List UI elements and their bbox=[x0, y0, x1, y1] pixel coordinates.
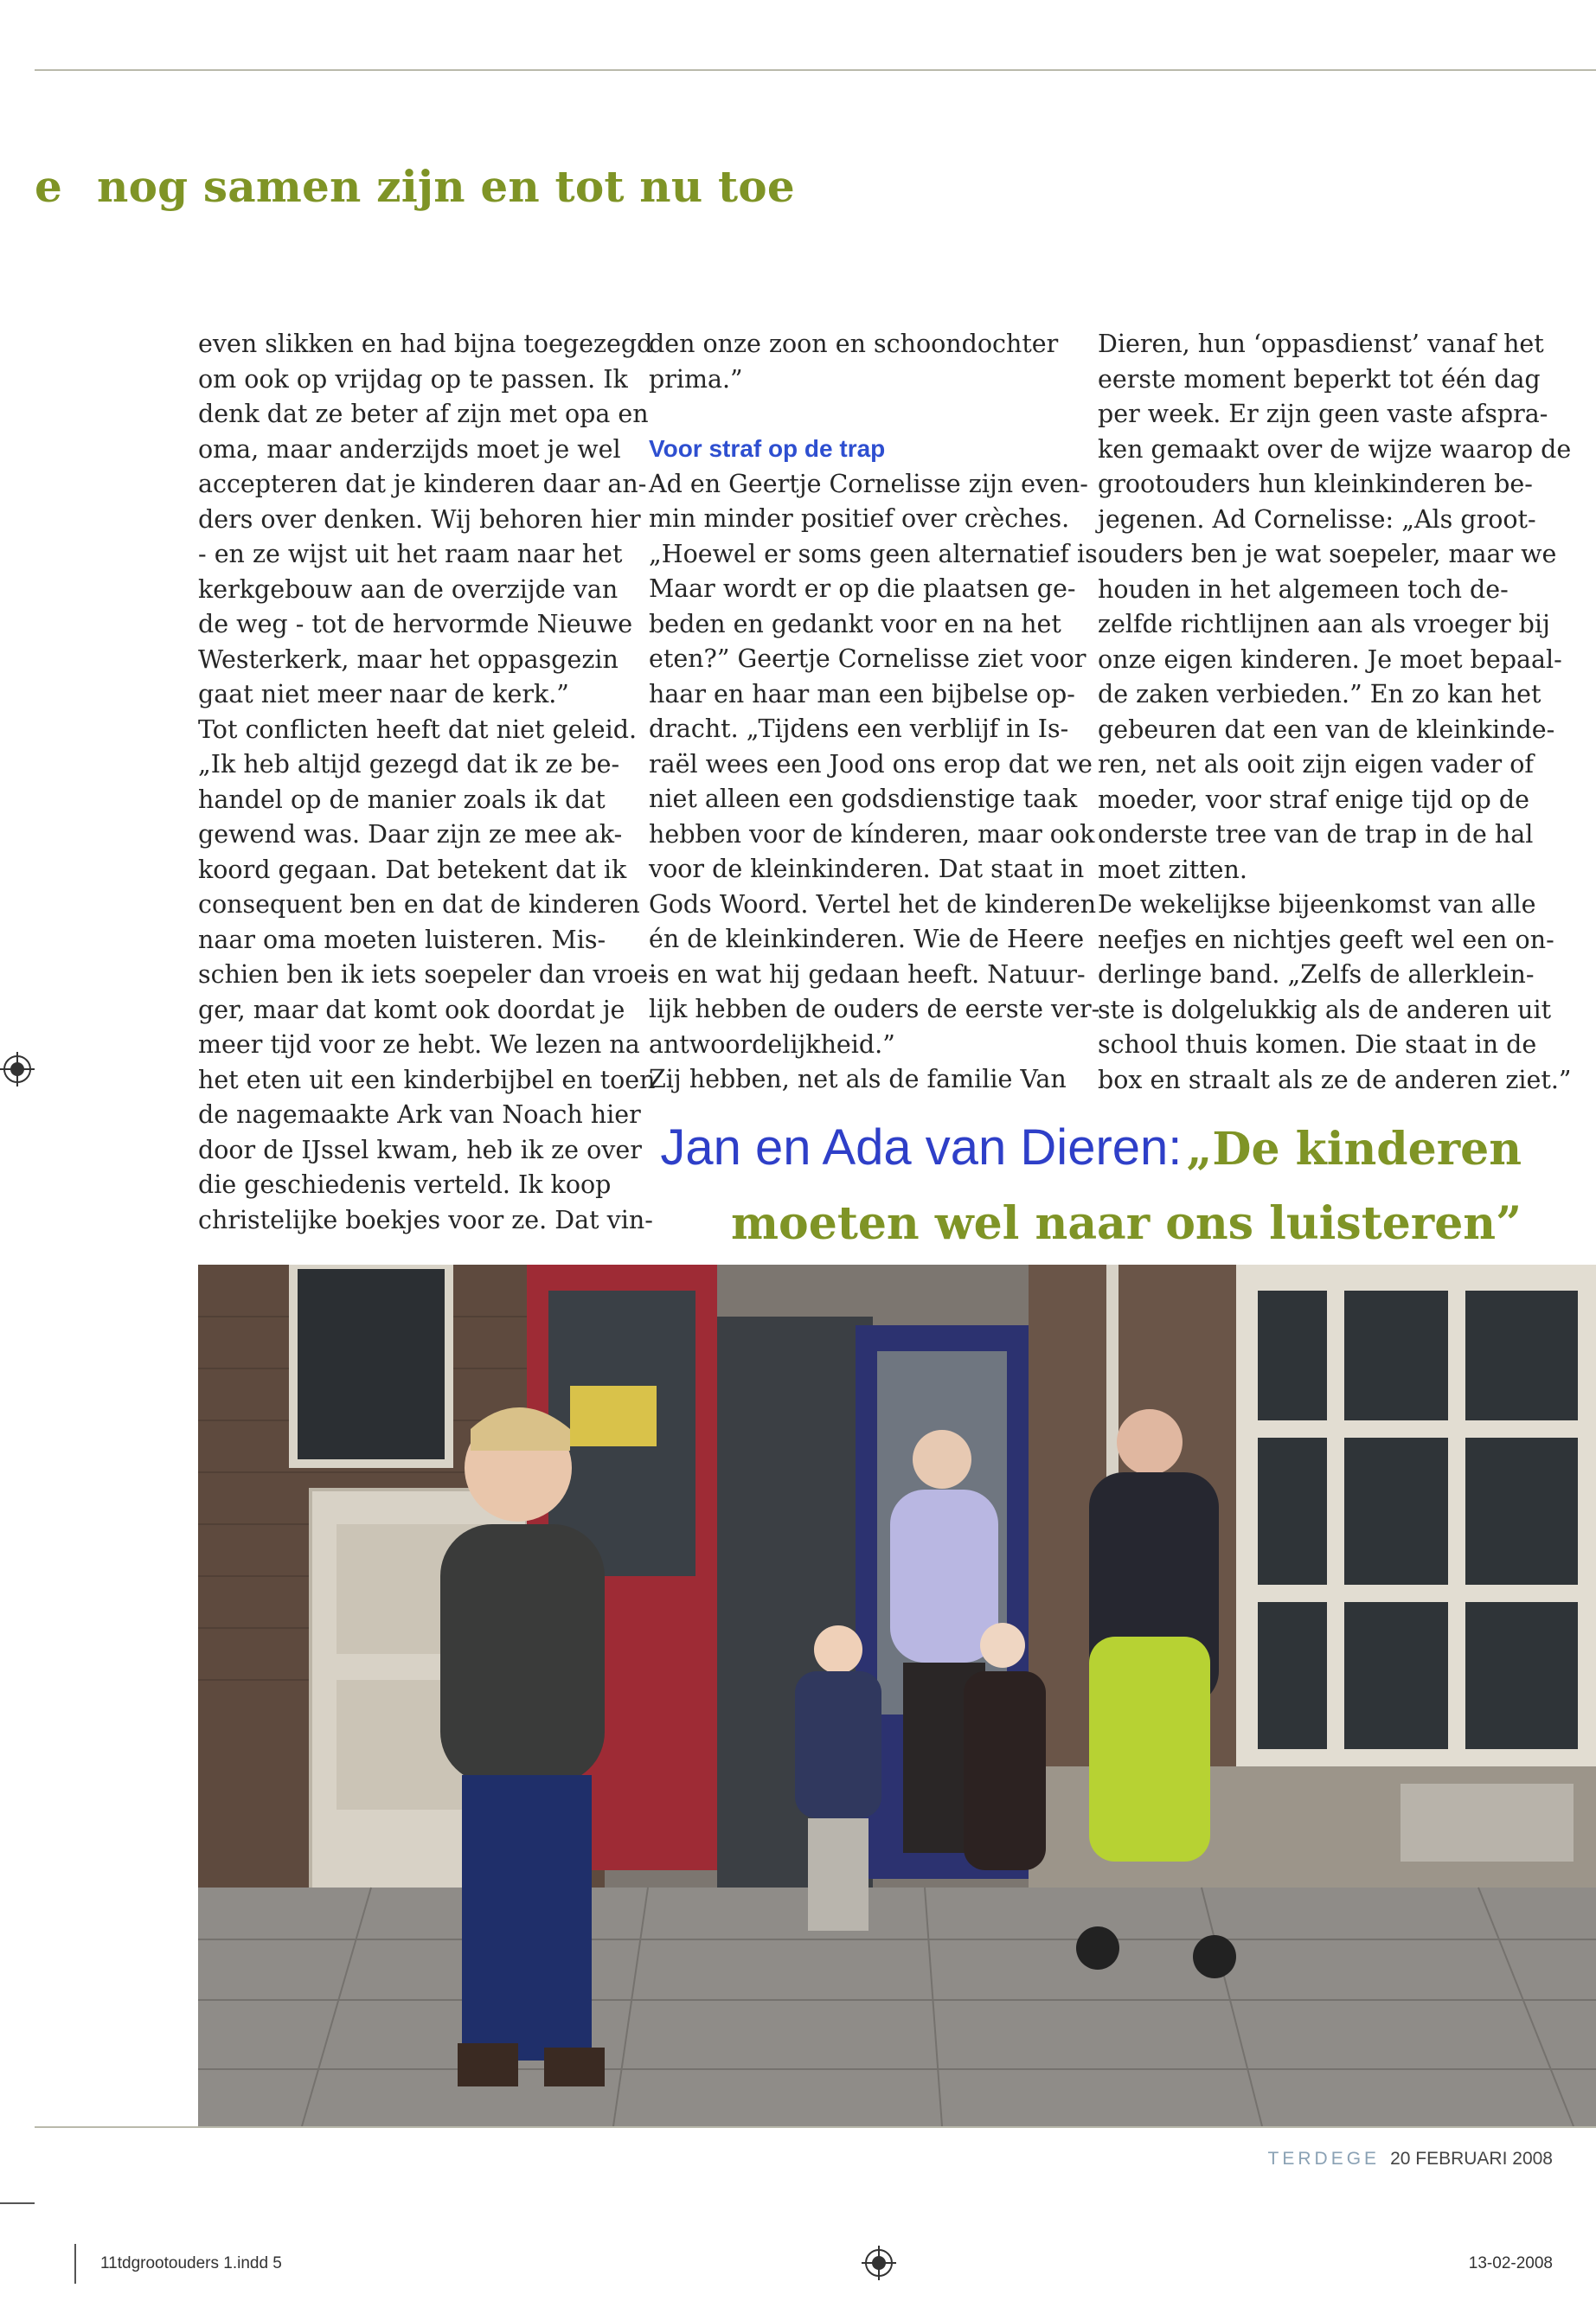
text-line: naar oma moeten luisteren. Mis- bbox=[198, 925, 606, 954]
text-line: christelijke boekjes voor ze. Dat vin- bbox=[198, 1205, 653, 1234]
text-line: even slikken en had bijna toegezegd bbox=[198, 330, 653, 358]
text-line: accepteren dat je kinderen daar an- bbox=[198, 470, 647, 498]
text-line: jegenen. Ad Cornelisse: „Als groot- bbox=[1098, 504, 1536, 534]
header-title-text: nog samen zijn en tot nu toe bbox=[97, 161, 795, 212]
text-line: gebeuren dat een van de kleinkinde- bbox=[1098, 715, 1555, 744]
text-line: Dieren, hun ‘oppasdienst’ vanaf het bbox=[1098, 330, 1544, 358]
text-line: „Hoewel er soms geen alternatief is. bbox=[649, 539, 1106, 568]
issue-date: 20 FEBRUARI 2008 bbox=[1390, 2149, 1553, 2169]
crop-mark-left bbox=[0, 2202, 35, 2204]
text-line: ouders ben je wat soepeler, maar we bbox=[1098, 540, 1557, 568]
family-photo bbox=[198, 1265, 1596, 2126]
text-line: lijk hebben de ouders de eerste ver- bbox=[649, 995, 1100, 1023]
text-line: handel op de manier zoals ik dat bbox=[198, 785, 606, 814]
slug-date: 13-02-2008 bbox=[1468, 2254, 1553, 2272]
bottom-rule bbox=[35, 2126, 1596, 2128]
text-line: om ook op vrijdag op te passen. Ik bbox=[198, 364, 628, 394]
text-line: koord gegaan. Dat betekent dat ik bbox=[198, 855, 627, 884]
text-line: haar en haar man een bijbelse op- bbox=[649, 679, 1075, 708]
text-line: gaat niet meer naar de kerk.” bbox=[198, 680, 569, 708]
text-line: onderste tree van de trap in de hal bbox=[1098, 820, 1534, 849]
text-line: hebben voor de kínderen, maar ook bbox=[649, 819, 1095, 849]
text-line: ken gemaakt over de wijze waarop de bbox=[1098, 434, 1572, 464]
pull-quote-names: Jan en Ada van Dieren: bbox=[660, 1119, 1183, 1176]
text-line: gewend was. Daar zijn ze mee ak- bbox=[198, 820, 623, 849]
text-line: het eten uit een kinderbijbel en toen bbox=[198, 1065, 656, 1094]
text-line: den onze zoon en schoondochter bbox=[649, 330, 1059, 358]
running-header bbox=[35, 161, 795, 212]
text-line: ders over denken. Wij behoren hier bbox=[198, 504, 641, 534]
text-line: de nagemaakte Ark van Noach hier bbox=[198, 1100, 641, 1129]
text-line: houden in het algemeen toch de- bbox=[1098, 574, 1509, 604]
text-line: eerste moment beperkt tot één dag bbox=[1098, 364, 1541, 394]
pull-quote bbox=[660, 1116, 1522, 1266]
text-line: ste is dolgelukkig als de anderen uit bbox=[1098, 995, 1552, 1024]
registration-mark-left bbox=[0, 1052, 35, 1086]
text-line: de zaken verbieden.” En zo kan het bbox=[1098, 680, 1542, 708]
text-line: min minder positief over crèches. bbox=[649, 504, 1070, 533]
text-line: dracht. „Tijdens een verblijf in Is- bbox=[649, 715, 1069, 743]
text-line: die geschiedenis verteld. Ik koop bbox=[198, 1170, 612, 1199]
header-initial: e bbox=[35, 161, 63, 212]
text-line: per week. Er zijn geen vaste afspra- bbox=[1098, 400, 1548, 428]
magazine-name: TERDEGE bbox=[1267, 2149, 1381, 2169]
column-2-body bbox=[649, 467, 1106, 1098]
text-line: voor de kleinkinderen. Dat staat in bbox=[649, 855, 1085, 883]
text-line: eten?” Geertje Cornelisse ziet voor bbox=[649, 644, 1086, 673]
text-line: ren, net als ooit zijn eigen vader of bbox=[1098, 750, 1534, 779]
text-line: door de IJssel kwam, heb ik ze over bbox=[198, 1135, 642, 1164]
page-footer bbox=[1268, 2149, 1553, 2170]
text-line: neefjes en nichtjes geeft wel een on- bbox=[1098, 925, 1554, 954]
text-column-1 bbox=[198, 327, 657, 1238]
registration-mark-bottom bbox=[862, 2246, 896, 2280]
text-line: meer tijd voor ze hebt. We lezen na bbox=[198, 1030, 640, 1059]
text-line: Zij hebben, net als de familie Van bbox=[649, 1065, 1067, 1093]
text-line: consequent ben en dat de kinderen bbox=[198, 890, 640, 919]
text-line: Maar wordt er op die plaatsen ge- bbox=[649, 574, 1076, 603]
text-line: Tot conflicten heeft dat niet geleid. bbox=[198, 715, 638, 744]
text-line: is en wat hij gedaan heeft. Natuur- bbox=[649, 959, 1086, 989]
text-line: grootouders hun kleinkinderen be- bbox=[1098, 470, 1533, 498]
photo-illustration bbox=[198, 1265, 1596, 2126]
text-column-3 bbox=[1098, 327, 1572, 1098]
text-line: - en ze wijst uit het raam naar het bbox=[198, 540, 623, 568]
text-line: moeder, voor straf enige tijd op de bbox=[1098, 785, 1529, 814]
text-line: school thuis komen. Die staat in de bbox=[1098, 1030, 1537, 1059]
text-line: derlinge band. „Zelfs de allerklein- bbox=[1098, 960, 1535, 989]
text-line: beden en gedankt voor en na het bbox=[649, 609, 1061, 638]
text-line: denk dat ze beter af zijn met opa en bbox=[198, 400, 649, 428]
text-line: Gods Woord. Vertel het de kinderen bbox=[649, 889, 1097, 919]
paragraph-gap bbox=[649, 397, 1090, 432]
text-line: moet zitten. bbox=[1098, 855, 1247, 884]
text-line: „Ik heb altijd gezegd dat ik ze be- bbox=[198, 750, 620, 779]
text-line: kerkgebouw aan de overzijde van bbox=[198, 574, 619, 604]
pull-quote-line-1: „De kinderen bbox=[1186, 1123, 1522, 1176]
top-rule bbox=[35, 69, 1596, 71]
text-line: Westerkerk, maar het oppasgezin bbox=[198, 644, 619, 674]
slug-filename: 11tdgrootouders 1.indd 5 bbox=[100, 2254, 282, 2272]
text-line: onze eigen kinderen. Je moet bepaal- bbox=[1098, 644, 1562, 674]
text-line: raël wees een Jood ons erop dat we bbox=[649, 749, 1093, 779]
text-line: ger, maar dat komt ook doordat je bbox=[198, 995, 625, 1024]
text-line: prima.” bbox=[649, 364, 743, 394]
text-line: niet alleen een godsdienstige taak bbox=[649, 785, 1078, 813]
text-line: de weg - tot de hervormde Nieuwe bbox=[198, 610, 633, 638]
text-column-2 bbox=[649, 327, 1106, 1098]
text-line: box en straalt als ze de anderen ziet.” bbox=[1098, 1065, 1572, 1094]
text-line: De wekelijkse bijeenkomst van alle bbox=[1098, 890, 1536, 919]
pull-quote-line-2: moeten wel naar ons luisteren” bbox=[731, 1197, 1522, 1250]
text-line: antwoordelijkheid.” bbox=[649, 1029, 895, 1059]
text-line: oma, maar anderzijds moet je wel bbox=[198, 434, 621, 464]
text-line: én de kleinkinderen. Wie de Heere bbox=[649, 925, 1085, 953]
text-line: schien ben ik iets soepeler dan vroe- bbox=[198, 960, 657, 989]
text-line: Ad en Geertje Cornelisse zijn even- bbox=[649, 469, 1088, 498]
column-2-intro bbox=[649, 327, 1090, 397]
crop-mark-bottom bbox=[74, 2244, 76, 2284]
text-line: zelfde richtlijnen aan als vroeger bij bbox=[1098, 610, 1550, 638]
section-subheading: Voor straf op de trap bbox=[649, 435, 886, 462]
